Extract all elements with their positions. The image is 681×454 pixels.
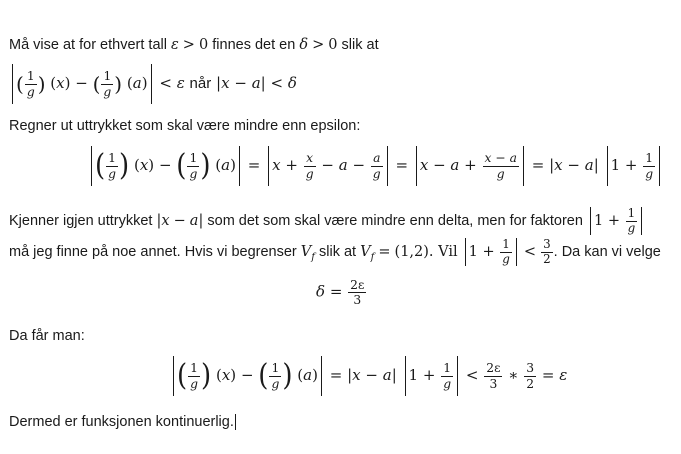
intro-text: Må vise at for ethvert tall [9, 37, 167, 53]
computation-equation: ( $\frac{1}{g}$ ) (x) − ( $\frac{1}{g}$ ) (a) = x + $\frac{x}{g}$ − a − $\frac{a}{g}$ = x − a + $\frac{x - a}{g}$ = |x − a| 1 + $\frac{1}{g}$ [88, 146, 663, 186]
conclusion-text: Dermed er funksjonen kontinuerlig. [9, 414, 234, 430]
zero-value: 0 [198, 37, 209, 53]
fraction-one-over-g: $\frac{1}{g}$ [26, 69, 35, 99]
intro-end-text: slik at [341, 37, 379, 53]
fraction-one-over-g: $\frac{1}{g}$ [103, 69, 112, 99]
final-equation: ( $\frac{1}{g}$ ) (x) − ( $\frac{1}{g}$ ) (a) = |x − a| 1 + $\frac{1}{g}$ < $\frac{2\varepsilon}{3}$ ∗ $\frac{3}{2}$ = ε [170, 356, 567, 396]
conclusion-line[interactable] [9, 414, 236, 430]
paragraph-3: Kjenner igjen uttrykket |x − a| som det som skal være mindre enn delta, men for faktoren 1 + $\frac{1}{g}$ [9, 207, 645, 235]
intro-line [9, 37, 379, 53]
abs-bar [151, 64, 152, 104]
text-cursor [235, 414, 236, 430]
delta-symbol: δ [299, 37, 309, 53]
gt-symbol: > [312, 37, 325, 53]
paragraph-5: Da får man: [9, 328, 85, 344]
delta-choice-equation: δ = $\frac{2\varepsilon}{3}$ [316, 278, 365, 308]
intro-mid-text: finnes det en [212, 37, 296, 53]
paragraph-2: Regner ut uttrykket som skal være mindre enn epsilon: [9, 118, 361, 134]
naar-text: når [189, 75, 212, 92]
zero-value: 0 [328, 37, 338, 53]
abs-bar [12, 64, 13, 104]
paragraph-4: må jeg finne på noe annet. Hvis vi begrenser $V_f$ slik at $V_f = (1,2)$. Vil 1 + $\frac{1}{g}$ < $\frac{3}{2}$ . Da kan vi velge [9, 237, 661, 266]
epsilon-symbol: ε [170, 37, 179, 53]
definition-equation: ( $\frac{1}{g}$ ) (x) − ( $\frac{1}{g}$ ) (a) < ε når |x − a| < δ [9, 64, 297, 104]
gt-symbol: > [182, 37, 195, 53]
